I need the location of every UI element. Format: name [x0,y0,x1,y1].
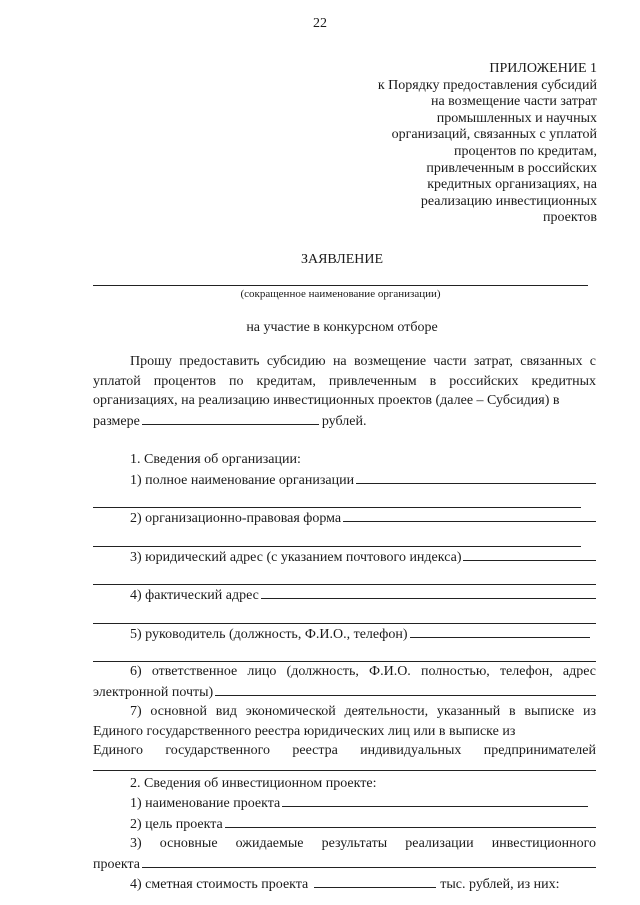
size-label: размере [93,413,140,429]
appendix-line: к Порядку предоставления субсидий [377,77,597,93]
appendix-line: ПРИЛОЖЕНИЕ 1 [489,61,597,76]
appendix-line: на возмещение части затрат [430,94,597,110]
item-responsible [93,662,596,682]
section2-heading: 2. Сведения об инвестиционном проекте: [130,775,377,791]
item-legal-address [93,547,596,568]
document-subtitle: на участие в конкурсном отборе [246,320,438,335]
project-name-field[interactable] [282,793,588,807]
item-label: 3) основные ожидаемые результаты реализации инвестиционного [130,836,596,851]
item-project-goal [93,814,596,835]
appendix-line: промышленных и научных [436,110,597,126]
item-label: электронной почты) [93,684,214,700]
item-label: 1) наименование проекта [130,796,281,811]
project-goal-field[interactable] [225,814,596,828]
org-name-field[interactable] [93,285,588,286]
actual-address-field-continued[interactable] [93,606,596,624]
item-label: проекта [93,856,140,872]
legal-address-field[interactable] [463,547,596,561]
item-label: 2) цель проекта [130,816,223,832]
item-label: 5) руководитель (должность, Ф.И.О., телефон) [130,626,408,642]
section1-heading: 1. Сведения об организации: [130,452,301,467]
appendix-line: проектов [542,210,597,226]
form-body [93,352,596,895]
item-actual-address [93,585,596,606]
legal-form-field-continued[interactable] [93,529,581,547]
item-full-name [93,470,596,491]
item-project-name [93,793,596,814]
page-number: 22 [313,16,327,31]
org-name-caption: (сокращенное наименование организации) [240,288,441,300]
item-results-continued [93,854,596,875]
activity-field[interactable] [93,761,596,771]
currency-label: рублей. [321,413,367,429]
appendix-line: процентов по кредитам, [453,143,597,159]
item-label: 4) фактический адрес [130,588,259,603]
full-name-field-continued[interactable] [93,490,581,508]
legal-form-field[interactable] [343,508,596,522]
item-results [93,834,596,854]
appendix-line: кредитных организациях, на [427,177,597,193]
item-label: 1) полное наименование организации [130,472,355,488]
appendix-line: реализацию инвестиционных [420,193,597,209]
request-paragraph [93,352,596,431]
cost-field[interactable] [314,874,436,888]
full-name-field[interactable] [356,470,596,484]
cost-unit: тыс. рублей, из них: [440,877,560,892]
legal-address-field-continued[interactable] [93,567,596,585]
subsidy-amount-field[interactable] [142,411,319,425]
item-label: 4) сметная стоимость проекта [130,877,309,892]
results-field[interactable] [142,854,596,868]
appendix-line: организаций, связанных с уплатой [391,127,597,143]
request-text: Прошу предоставить субсидию на возмещение части затрат, связанных с уплатой процентов по кредитам, привлеченным в российских кредитных организациях, на реализацию инвестиционных проектов (далее – Субсидия) в [93,354,596,408]
head-field[interactable] [410,624,590,638]
document-title: ЗАЯВЛЕНИЕ [300,252,384,267]
item-activity: 7) основной вид экономической деятельности, указанный в выписке из Единого государственного реестра юридических лиц или в выписке из [93,704,596,739]
item-responsible-continued [93,682,596,703]
item-label: 2) организационно-правовая форма [130,511,342,526]
responsible-field[interactable] [215,682,596,696]
actual-address-field[interactable] [261,585,596,599]
item-legal-form [93,508,596,529]
item-label: 3) юридический адрес (с указанием почтового индекса) [130,549,462,565]
item-label: 6) ответственное лицо (должность, Ф.И.О. полностью, телефон, адрес [130,664,596,679]
item-activity-last-line: Единого государственного реестра индивидуальных предпринимателей [93,743,596,758]
item-cost [93,874,596,895]
head-field-continued[interactable] [93,644,596,662]
item-head [93,624,596,645]
appendix-header [340,61,597,227]
appendix-line: привлеченным в российских [426,160,597,176]
